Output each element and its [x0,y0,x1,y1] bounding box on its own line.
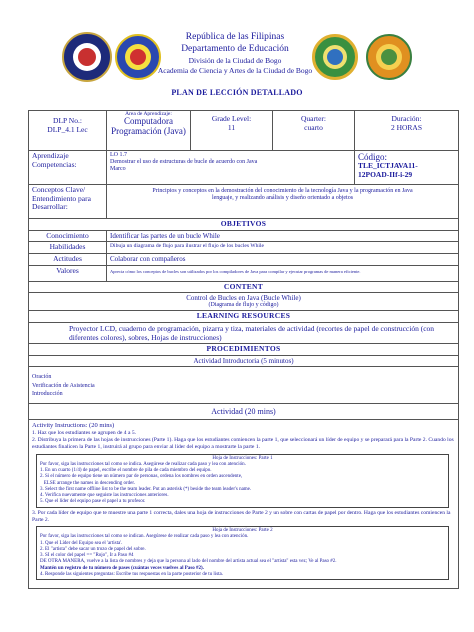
part2-instruction-sheet [36,526,449,580]
header-department: Departamento de Educación [181,44,289,54]
activity-instructions [29,420,459,589]
page-title: PLAN DE LECCIÓN DETALLADO [171,88,303,97]
header-republic: República de las Filipinas [185,32,285,42]
part1-title: Hoja de Instrucciones: Parte 1 [212,455,273,461]
part1-line: Por favor, siga las instrucciones tal como se indica. Asegúrese de realizar cada paso y lea con atención. [40,461,246,467]
content-body [29,293,459,311]
deped-seal-logo [62,32,112,82]
intro-item: Oración [32,374,52,381]
objective-label: Valores [29,265,107,281]
instruction-step: 1. Haz que los estudiantes se agrupen de 4 a 5. [32,429,137,436]
learning-area-cell [107,111,191,151]
content-heading: CONTENT [29,281,459,293]
objective-text: Dibuja un diagrama de flujo para ilustrar el flujo de los bucles While [107,242,459,254]
part2-title: Hoja de Instrucciones: Parte 2 [212,528,273,534]
part1-line: 2. Si el número de equipo tiene un número par de personas, ordena los nombres en orden ascendente, [40,474,243,480]
learning-area-value: Computadora Programación (Java) [111,116,186,136]
instruction-step: 3. Por cada líder de equipo que te muestre una parte 1 correcta, dales una hoja de instrucciones de Parte 2 y un sobre con cartas de papel por dentro. Haga que los estudiantes comiencen la Parte 2. [32,509,451,523]
objective-label: Actitudes [29,253,107,265]
activity-heading: Actividad (20 mins) [29,404,459,420]
content-topic: Control de Bucles en Java (Bucle While) [186,294,301,303]
city-seal-logo [366,34,412,80]
competencies-label: Aprendizaje Competencias: [29,151,107,185]
part2-line: Mantén un registro de tu número de pases (cuántas veces vuelves al Paso #2). [40,565,204,571]
intro-item: Verificación de Asistencia [32,382,95,389]
code-value: TLE_ICTJAVA11- 12POAD-IIf-i-29 [358,161,418,179]
instruction-step: 2. Distribuya la primera de las hojas de instrucciones (Parte 1). Haga que los estudiantes comiencen la parte 1, que seleccionará un líder de equipo y se preparará para la Parte 2. Cuando los estudiantes finalicen la Parte 1, instruirá al grupo para enviar al líder del equipo a mostrarte la parte 1. [32,437,454,451]
objective-text: Identificar las partes de un bucle While [107,230,459,242]
objective-row-knowledge [29,230,459,242]
concepts-text: Principios y conceptos en la demostración del conocimiento de la tecnología Java y la programación en Java lenguaje, y realizando análisis y diseño orientado a objetos [107,185,459,219]
objective-label: Conocimiento [29,230,107,242]
intro-activity-heading: Actividad Introductoria (5 minutos) [29,356,459,367]
learning-area-label: Área de Aprendizaje: [125,111,172,117]
objective-row-skills [29,242,459,254]
objective-text: Aprecia cómo los conceptos de bucles son utilizados por los compiladores de Java para compilar y ejecutar programas de manera eficiente. [107,265,459,281]
part1-line: 1. En un cuarto (1/4) de papel, escribe el nombre de pila de cada miembro del equipo. [40,468,212,474]
objectives-heading: OBJETIVOS [29,219,459,231]
concepts-label: Conceptos Clave/ Entendimiento para Desarrollar: [29,185,107,219]
lesson-plan-table [28,110,459,589]
duration-cell [355,111,459,151]
grade-level-label: Grade Level: [211,114,252,123]
part2-line: 2. El "artista" debe sacar un trozo de papel del sobre. [40,546,146,552]
part2-line: DE OTRA MANERA, vuelve a la lista de nombres y deja que la persona al lado del nombre del artista actual sea el "artista" esta vez; Ve al Paso #2. [40,559,337,565]
competencies-text: LO 1.7 Demostrar el uso de estructuras de bucle de acuerdo con Java Marco [107,151,355,185]
intro-activity-list [29,367,459,404]
part1-line: 5. Que el líder del equipo pase el papel a tu profesor. [40,499,146,505]
part2-line: Por favor, siga las instrucciones tal como se indican. Asegúrese de realizar cada paso y lea con atención. [40,534,249,540]
quarter-value: cuarto [304,122,323,132]
part1-instruction-sheet [36,454,449,508]
duration-value: 2 HORAS [390,122,423,132]
header-division: División de la Ciudad de Bogo [188,56,282,65]
header-academy: Academia de Ciencia y Artes de la Ciudad de Bogo [157,66,313,75]
objective-text: Colaborar con compañeros [107,253,459,265]
grade-level-cell [191,111,273,151]
resources-text: Proyector LCD, cuaderno de programación, pizarra y tiza, materiales de actividad (recortes de papel de construcción (con diferentes colores), sobres, Hojas de instrucciones) [29,322,459,344]
resources-heading: LEARNING RESOURCES [29,311,459,323]
content-subtopic: (Diagrama de flujo y código) [208,302,279,309]
part2-line: 3. SI el color del papel == "Rojo", Ir a Paso #4 [40,553,134,559]
duration-label: Duración: [391,114,422,123]
part1-line: 4. Verifica nuevamente que seguiste las instrucciones anteriores. [40,493,169,499]
objective-row-attitudes [29,253,459,265]
dlp-number: DLP No.: DLP_4.1 Lec [29,111,107,151]
procedures-heading: PROCEDIMIENTOS [29,344,459,356]
quarter-cell [273,111,355,151]
part1-line: ELSE arrange the names in descending order. [40,480,135,486]
part2-line: 1. Que el Líder del Equipo sea el 'artista'. [40,540,123,546]
instructions-title: Activity Instructions: (20 mins) [32,422,115,430]
objective-row-values [29,265,459,281]
grade-level-value: 11 [227,122,236,132]
quarter-label: Quarter: [301,114,326,123]
part1-line: 3. Select the first name offline list to be the team leader. Put an asterisk (*) beside the team leader's name. [40,486,252,492]
code-cell [355,151,459,185]
part2-line: 4. Responde las siguientes preguntas: Escribe tus respuestas en la parte posterior de tu lista. [40,571,224,577]
intro-item: Introducción [32,391,63,398]
code-label: Código: [358,152,388,162]
objective-label: Habilidades [29,242,107,254]
